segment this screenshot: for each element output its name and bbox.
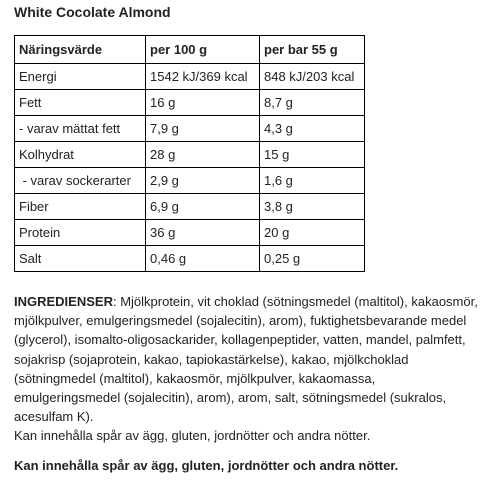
product-title: White Cocolate Almond [14, 4, 171, 20]
table-row [15, 142, 365, 168]
table-row [15, 90, 365, 116]
table-row [15, 64, 365, 90]
cell-per-bar: 20 g [260, 220, 365, 246]
cell-nutrient: Salt [15, 246, 146, 272]
cell-nutrient: Kolhydrat [15, 142, 146, 168]
cell-per-100g: 36 g [146, 220, 260, 246]
header-per-bar: per bar 55 g [260, 36, 365, 64]
cell-per-100g: 28 g [146, 142, 260, 168]
table-row [15, 246, 365, 272]
cell-per-bar: 848 kJ/203 kcal [260, 64, 365, 90]
nutrition-table [14, 35, 365, 272]
allergen-note: Kan innehålla spår av ägg, gluten, jordnötter och andra nötter. [14, 428, 371, 444]
allergen-warning: Kan innehålla spår av ägg, gluten, jordnötter och andra nötter. [14, 458, 399, 473]
table-row [15, 220, 365, 246]
ingredients-text: : Mjölkprotein, vit choklad (sötningsmedel (maltitol), kakaosmör, mjölkpulver, emulgeringsmedel (sojalecitin), arom), fuktighetsbevarande medel (glycerol), isomalto-oligosackarider, kollagenpeptider, vatten, mandel, palmfett, sojakrisp (sojaprotein, kakao, tapiokastärkelse), kakao, mjölkchoklad (sötningmedel (maltitol), kakaosmör, mjölkpulver, kakaomassa, emulgeringsmedel (sojalecitin), arom), arom, salt, sötningsmedel (sukralos, acesulfam K). [14, 294, 478, 425]
cell-per-bar: 1,6 g [260, 168, 365, 194]
ingredients-paragraph [14, 292, 484, 446]
cell-nutrient: - varav mättat fett [15, 116, 146, 142]
cell-per-100g: 0,46 g [146, 246, 260, 272]
cell-nutrient: Fiber [15, 194, 146, 220]
cell-per-bar: 0,25 g [260, 246, 365, 272]
cell-per-bar: 8,7 g [260, 90, 365, 116]
cell-per-100g: 6,9 g [146, 194, 260, 220]
cell-per-bar: 3,8 g [260, 194, 365, 220]
cell-per-bar: 4,3 g [260, 116, 365, 142]
table-row [15, 116, 365, 142]
cell-per-100g: 1542 kJ/369 kcal [146, 64, 260, 90]
table-header-row [15, 36, 365, 64]
table-row [15, 194, 365, 220]
cell-nutrient: Energi [15, 64, 146, 90]
table-row [15, 168, 365, 194]
cell-per-bar: 15 g [260, 142, 365, 168]
cell-nutrient: Fett [15, 90, 146, 116]
cell-nutrient: - varav sockerarter [15, 168, 146, 194]
cell-per-100g: 2,9 g [146, 168, 260, 194]
cell-per-100g: 16 g [146, 90, 260, 116]
cell-nutrient: Protein [15, 220, 146, 246]
header-nutrient: Näringsvärde [15, 36, 146, 64]
cell-per-100g: 7,9 g [146, 116, 260, 142]
header-per-100g: per 100 g [146, 36, 260, 64]
ingredients-label: INGREDIENSER [14, 294, 113, 309]
